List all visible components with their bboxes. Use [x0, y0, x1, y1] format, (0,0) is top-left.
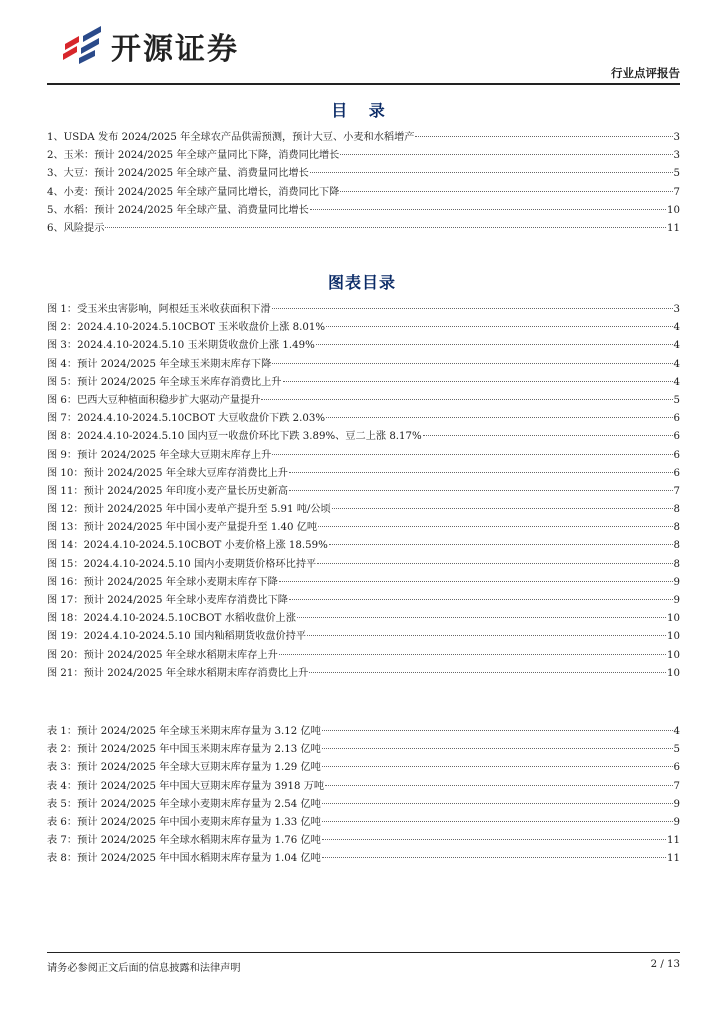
figure-entry[interactable] — [47, 391, 680, 409]
logo-mark-icon — [59, 24, 105, 68]
toc-entry-leader — [340, 191, 672, 192]
figure-entry-number: 图 12： — [47, 504, 84, 516]
table-entry-number: 表 7： — [47, 835, 78, 847]
figures-title: 图表目录 — [327, 273, 396, 292]
figure-entry-number: 图 15： — [47, 558, 84, 570]
table-entry-leader — [325, 785, 672, 786]
figure-entry-text: 2024.4.10-2024.5.10CBOT 水稻收盘价上涨 — [83, 613, 296, 625]
footer-disclaimer: 请务必参阅正文后面的信息披露和法律声明 — [47, 963, 241, 974]
figure-entry-number: 图 17： — [47, 595, 84, 606]
table-entry-text: 预计 2024/2025 年全球大豆期末库存量为 1.29 亿吨 — [77, 762, 321, 774]
figure-entry-leader — [318, 526, 672, 527]
figure-entry[interactable] — [47, 555, 680, 573]
figure-entry[interactable] — [47, 536, 680, 554]
toc-entry-number: 6、 — [47, 222, 64, 234]
toc-entry-page: 7 — [673, 186, 680, 198]
figure-entry-page: 10 — [667, 667, 680, 679]
table-entry[interactable] — [47, 795, 680, 813]
table-entry-page: 9 — [673, 816, 680, 828]
figure-entry-text: 受玉米虫害影响，阿根廷玉米收获面积下滑 — [77, 304, 271, 315]
table-entry-number: 表 3： — [47, 762, 78, 774]
figure-entry-text: 预计 2024/2025 年中国小麦单产提升至 5.91 吨/公顷 — [83, 504, 331, 516]
toc-title: 目 录 — [331, 101, 393, 120]
figure-entry[interactable] — [47, 627, 680, 645]
figure-entry-page: 10 — [667, 649, 680, 661]
figure-entry-page: 3 — [673, 304, 680, 315]
figures-list — [47, 300, 680, 682]
figure-entry-number: 图 3： — [47, 340, 78, 352]
table-entry[interactable] — [47, 740, 680, 758]
figure-entry[interactable] — [47, 646, 680, 664]
figure-entry[interactable] — [47, 500, 680, 518]
figure-entry-text: 预计 2024/2025 年全球小麦库存消费比下降 — [83, 595, 288, 606]
figure-entry-leader — [272, 454, 672, 455]
toc-entry[interactable] — [47, 201, 680, 219]
figure-entry-text: 2024.4.10-2024.5.10 玉米期货收盘价上涨 1.49% — [77, 340, 315, 352]
table-entry[interactable] — [47, 777, 680, 795]
figure-entry-number: 图 14： — [47, 540, 84, 552]
figure-entry[interactable] — [47, 446, 680, 464]
figure-entry-number: 图 13： — [47, 522, 84, 534]
figure-entry-page: 7 — [673, 485, 680, 497]
figure-entry-page: 6 — [673, 467, 680, 479]
table-entry-number: 表 1： — [47, 726, 78, 737]
figure-entry-text: 2024.4.10-2024.5.10CBOT 大豆收盘价下跌 2.03% — [77, 413, 326, 425]
figure-entry-leader — [329, 544, 673, 545]
figure-entry-leader — [316, 344, 673, 345]
figure-entry-number: 图 8： — [47, 431, 78, 443]
table-entry-leader — [322, 748, 673, 749]
figure-entry-number: 图 1： — [47, 304, 78, 315]
logo-text: 开源证券 — [111, 32, 239, 67]
toc-entry-page: 3 — [673, 150, 680, 162]
figure-entry-number: 图 18： — [47, 613, 84, 625]
figure-entry-page: 10 — [667, 613, 680, 625]
figure-entry-leader — [289, 490, 673, 491]
table-entry[interactable] — [47, 758, 680, 776]
figure-entry-text: 预计 2024/2025 年印度小麦产量长历史新高 — [83, 485, 288, 497]
figure-entry-page: 4 — [673, 358, 680, 370]
table-entry-text: 预计 2024/2025 年中国水稻期末库存量为 1.04 亿吨 — [77, 853, 321, 865]
figure-entry-page: 6 — [673, 413, 680, 425]
toc-entry[interactable] — [47, 164, 680, 182]
toc-entry-page: 3 — [673, 132, 680, 143]
page-number: 2 / 13 — [650, 959, 680, 970]
table-entry[interactable] — [47, 849, 680, 867]
figure-entry-leader — [309, 672, 666, 673]
footer-divider — [47, 952, 680, 953]
figure-entry[interactable] — [47, 573, 680, 591]
table-entry[interactable] — [47, 831, 680, 849]
figure-entry[interactable] — [47, 318, 680, 336]
figure-entry-page: 9 — [673, 595, 680, 606]
table-entry-page: 5 — [673, 744, 680, 756]
toc-entry-text: USDA 发布 2024/2025 年全球农产品供需预测，预计大豆、小麦和水稻增产 — [63, 132, 415, 143]
table-entry-page: 9 — [673, 798, 680, 810]
figure-entry-leader — [307, 635, 666, 636]
figure-entry-page: 4 — [673, 376, 680, 388]
figure-entry-text: 预计 2024/2025 年中国小麦产量提升至 1.40 亿吨 — [83, 522, 318, 534]
figure-entry[interactable] — [47, 664, 680, 682]
toc-entry-number: 2、 — [47, 150, 64, 162]
figure-entry-text: 预计 2024/2025 年全球水稻期末库存上升 — [83, 649, 278, 661]
figure-entry-leader — [317, 563, 672, 564]
toc-entry[interactable] — [47, 146, 680, 164]
toc-entry-page: 5 — [673, 168, 680, 180]
figure-entry-number: 图 21： — [47, 667, 84, 679]
figure-entry-number: 图 4： — [47, 358, 78, 370]
figure-entry-text: 2024.4.10-2024.5.10CBOT 玉米收盘价上涨 8.01% — [77, 322, 326, 334]
figure-entry-leader — [297, 617, 666, 618]
table-entry[interactable] — [47, 813, 680, 831]
table-entry-page: 11 — [667, 835, 680, 847]
toc-entry[interactable] — [47, 219, 680, 237]
figure-entry-leader — [279, 581, 673, 582]
toc-entry-leader — [340, 154, 672, 155]
figure-entry[interactable] — [47, 464, 680, 482]
toc-entry-number: 5、 — [47, 204, 64, 216]
figure-entry-leader — [289, 599, 673, 600]
figure-entry-leader — [326, 417, 672, 418]
figure-entry-page: 8 — [673, 522, 680, 534]
table-entry-text: 预计 2024/2025 年中国玉米期末库存量为 2.13 亿吨 — [77, 744, 321, 756]
figure-entry-page: 8 — [673, 504, 680, 516]
toc-entry-text: 小麦：预计 2024/2025 年全球产量同比增长，消费同比下降 — [63, 186, 340, 198]
figure-entry-leader — [283, 381, 673, 382]
figure-entry[interactable] — [47, 336, 680, 354]
table-entry-number: 表 5： — [47, 798, 78, 810]
table-entry-page: 6 — [673, 762, 680, 774]
page-footer — [47, 952, 680, 974]
figure-entry-page: 4 — [673, 340, 680, 352]
figure-entry[interactable] — [47, 609, 680, 627]
toc-entry-text: 风险提示 — [63, 222, 105, 234]
figure-entry-text: 预计 2024/2025 年全球玉米库存消费比上升 — [77, 376, 282, 388]
table-entry-leader — [322, 803, 673, 804]
toc-entry-number: 4、 — [47, 186, 64, 198]
report-type-label: 行业点评报告 — [611, 66, 680, 80]
toc-entry-leader — [415, 136, 672, 137]
figure-entry-number: 图 9： — [47, 449, 78, 461]
toc-entry-text: 水稻：预计 2024/2025 年全球产量、消费量同比增长 — [63, 204, 309, 216]
figure-entry-text: 预计 2024/2025 年全球小麦期末库存下降 — [83, 576, 278, 588]
figure-entry-text: 预计 2024/2025 年全球水稻期末库存消费比上升 — [83, 667, 309, 679]
table-entry[interactable] — [47, 722, 680, 740]
table-entry-page: 7 — [673, 780, 680, 792]
figure-entry-page: 8 — [673, 540, 680, 552]
figure-entry-leader — [261, 399, 672, 400]
table-entry-number: 表 8： — [47, 853, 78, 865]
figure-entry-page: 4 — [673, 322, 680, 334]
table-entry-text: 预计 2024/2025 年全球水稻期末库存量为 1.76 亿吨 — [77, 835, 321, 847]
toc-entry-leader — [310, 209, 666, 210]
figure-entry-page: 8 — [673, 558, 680, 570]
table-entry-page: 4 — [673, 726, 680, 737]
tables-list — [47, 722, 680, 868]
figure-entry-page: 10 — [667, 631, 680, 643]
table-entry-page: 11 — [667, 853, 680, 865]
toc-entry-page: 11 — [667, 222, 680, 234]
figure-entry-number: 图 16： — [47, 576, 84, 588]
figure-entry-leader — [272, 308, 673, 309]
table-entry-leader — [322, 839, 666, 840]
figure-entry-number: 图 11： — [47, 485, 84, 497]
figure-entry-page: 9 — [673, 576, 680, 588]
toc-entry-text: 玉米：预计 2024/2025 年全球产量同比下降，消费同比增长 — [63, 150, 340, 162]
toc-entry-number: 1、 — [47, 132, 64, 143]
table-entry-leader — [322, 821, 673, 822]
table-entry-text: 预计 2024/2025 年中国小麦期末库存量为 1.33 亿吨 — [77, 816, 321, 828]
toc-entry-leader — [105, 227, 666, 228]
toc-entry-text: 大豆：预计 2024/2025 年全球产量、消费量同比增长 — [63, 168, 309, 180]
figure-entry-leader — [423, 435, 673, 436]
figure-entry-number: 图 5： — [47, 376, 78, 388]
figure-entry-leader — [289, 472, 673, 473]
company-logo — [59, 24, 239, 68]
figure-entry-page: 6 — [673, 431, 680, 443]
figure-entry-page: 5 — [673, 394, 680, 406]
header-divider — [47, 83, 680, 85]
table-entry-text: 预计 2024/2025 年全球玉米期末库存量为 3.12 亿吨 — [77, 726, 321, 737]
figure-entry[interactable] — [47, 591, 680, 609]
figure-entry-text: 巴西大豆种植面积稳步扩大驱动产量提升 — [77, 394, 261, 406]
figure-entry-leader — [272, 363, 672, 364]
table-entry-text: 预计 2024/2025 年中国大豆期末库存量为 3918 万吨 — [77, 780, 325, 792]
figure-entry-number: 图 2： — [47, 322, 78, 334]
table-entry-leader — [322, 730, 673, 731]
figure-entry-text: 预计 2024/2025 年全球玉米期末库存下降 — [77, 358, 272, 370]
toc-entry[interactable] — [47, 183, 680, 201]
figure-entry[interactable] — [47, 409, 680, 427]
figure-entry-leader — [326, 326, 672, 327]
figure-entry-leader — [332, 508, 673, 509]
table-entry-number: 表 4： — [47, 780, 78, 792]
table-entry-leader — [322, 766, 673, 767]
figure-entry-leader — [279, 654, 666, 655]
figure-entry[interactable] — [47, 518, 680, 536]
figure-entry-number: 图 6： — [47, 394, 78, 406]
figure-entry-text: 2024.4.10-2024.5.10 国内籼稻期货收盘价持平 — [83, 631, 307, 643]
figure-entry[interactable] — [47, 482, 680, 500]
table-entry-number: 表 2： — [47, 744, 78, 756]
page-header — [47, 14, 680, 84]
figure-entry-number: 图 20： — [47, 649, 84, 661]
table-entry-leader — [322, 857, 666, 858]
toc-entry-page: 10 — [667, 204, 680, 216]
figure-entry-page: 6 — [673, 449, 680, 461]
figure-entry[interactable] — [47, 373, 680, 391]
figure-entry-text: 2024.4.10-2024.5.10 国内豆一收盘价环比下跌 3.89%、豆二上涨 8.17% — [77, 431, 422, 443]
toc-entry-leader — [310, 172, 673, 173]
table-entry-text: 预计 2024/2025 年全球小麦期末库存量为 2.54 亿吨 — [77, 798, 321, 810]
figure-entry[interactable] — [47, 355, 680, 373]
table-entry-number: 表 6： — [47, 816, 78, 828]
figure-entry-number: 图 10： — [47, 467, 84, 479]
figure-entry-text: 预计 2024/2025 年全球大豆期末库存上升 — [77, 449, 272, 461]
toc-entry-number: 3、 — [47, 168, 64, 180]
toc-entry[interactable] — [47, 128, 680, 146]
figure-entry-text: 预计 2024/2025 年全球大豆库存消费比上升 — [83, 467, 288, 479]
toc-list — [47, 128, 680, 237]
figure-entry-number: 图 7： — [47, 413, 78, 425]
figure-entry[interactable] — [47, 300, 680, 318]
figure-entry-text: 2024.4.10-2024.5.10 国内小麦期货价格环比持平 — [83, 558, 317, 570]
figure-entry-number: 图 19： — [47, 631, 84, 643]
figure-entry[interactable] — [47, 427, 680, 445]
figure-entry-text: 2024.4.10-2024.5.10CBOT 小麦价格上涨 18.59% — [83, 540, 328, 552]
